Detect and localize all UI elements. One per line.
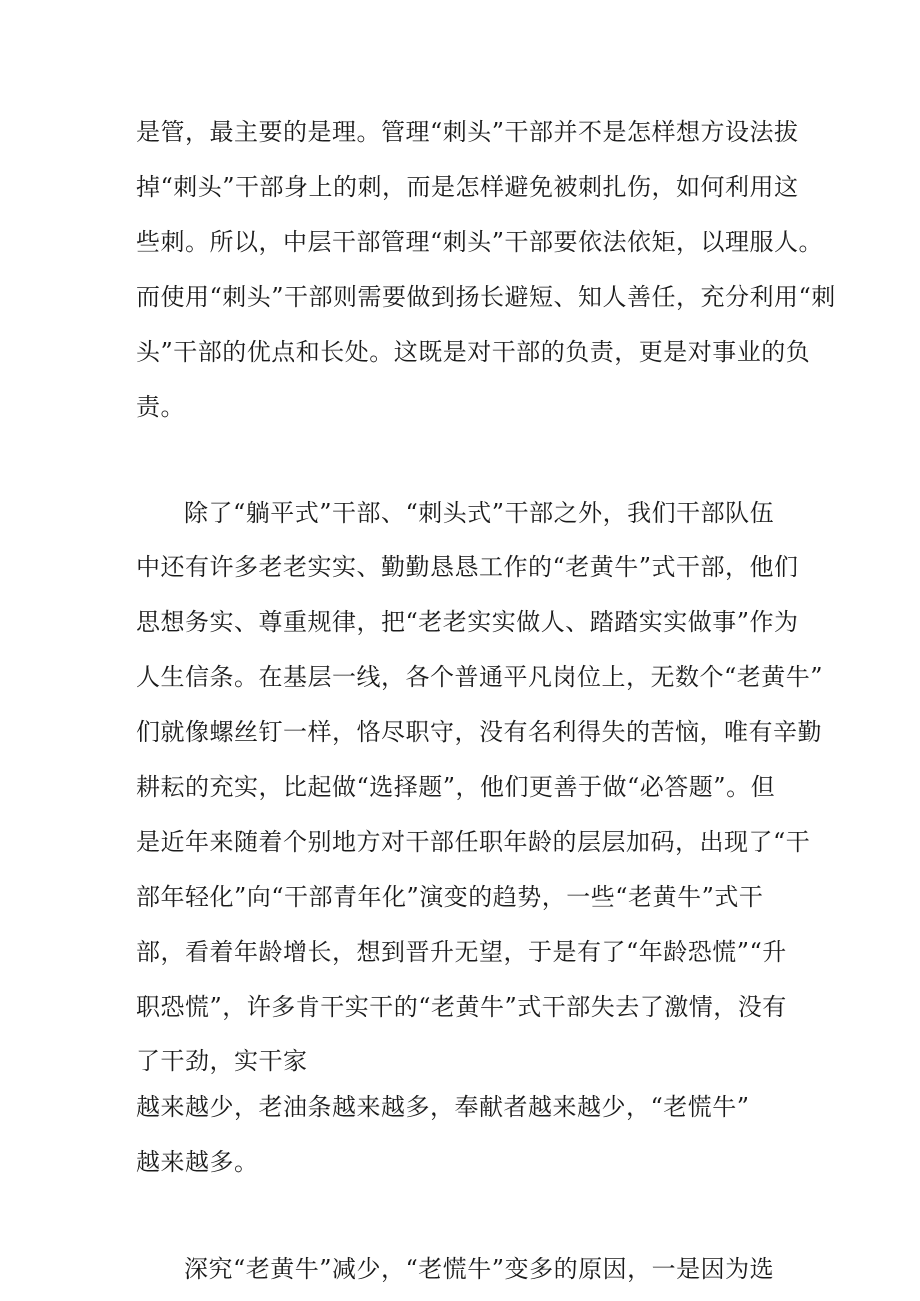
paragraph-2-line-13: 越来越多。	[136, 1148, 259, 1176]
paragraph-1-line-5: 头”干部的优点和长处。这既是对干部的负责，更是对事业的负	[136, 338, 811, 366]
paragraph-2-line-10: 职恐慌”，许多肯干实干的“老黄牛”式干部失去了激情，没有	[136, 993, 787, 1021]
paragraph-2-line-9: 部，看着年龄增长，想到晋升无望，于是有了“年龄恐慌”“升	[136, 938, 787, 966]
paragraph-2-line-3: 思想务实、尊重规律，把“老老实实做人、踏踏实实做事”作为	[136, 608, 799, 636]
paragraph-1-line-6: 责。	[136, 393, 185, 421]
paragraph-1-line-4: 而使用“刺头”干部则需要做到扬长避短、知人善任，充分利用“刺	[136, 283, 836, 311]
paragraph-2-line-11: 了干劲，实干家	[136, 1047, 308, 1075]
paragraph-3-line-1: 深究“老黄牛”减少，“老慌牛”变多的原因，一是因为选	[184, 1255, 775, 1283]
paragraph-1-line-2: 掉“刺头”干部身上的刺，而是怎样避免被刺扎伤，如何利用这	[136, 173, 799, 201]
paragraph-2-line-7: 是近年来随着个别地方对干部任职年龄的层层加码，出现了“干	[136, 828, 811, 856]
paragraph-2-line-4: 人生信条。在基层一线，各个普通平凡岗位上，无数个“老黄牛”	[136, 663, 824, 691]
paragraph-2-line-5: 们就像螺丝钉一样，恪尽职守，没有名利得失的苦恼，唯有辛勤	[136, 718, 822, 746]
paragraph-2-line-6: 耕耘的充实，比起做“选择题”，他们更善于做“必答题”。但	[136, 773, 776, 801]
paragraph-2-line-12: 越来越少，老油条越来越多，奉献者越来越少，“老慌牛”	[136, 1093, 750, 1121]
paragraph-2-line-2: 中还有许多老老实实、勤勤恳恳工作的“老黄牛”式干部，他们	[136, 553, 799, 581]
paragraph-1-line-3: 些刺。所以，中层干部管理“刺头”干部要依法依矩，以理服人。	[136, 228, 824, 256]
paragraph-2-line-1: 除了“躺平式”干部、“刺头式”干部之外，我们干部队伍	[184, 499, 775, 527]
paragraph-2-line-8: 部年轻化”向“干部青年化”演变的趋势，一些“老黄牛”式干	[136, 883, 764, 911]
paragraph-1-line-1: 是管，最主要的是理。管理“刺头”干部并不是怎样想方设法拔	[136, 118, 799, 146]
